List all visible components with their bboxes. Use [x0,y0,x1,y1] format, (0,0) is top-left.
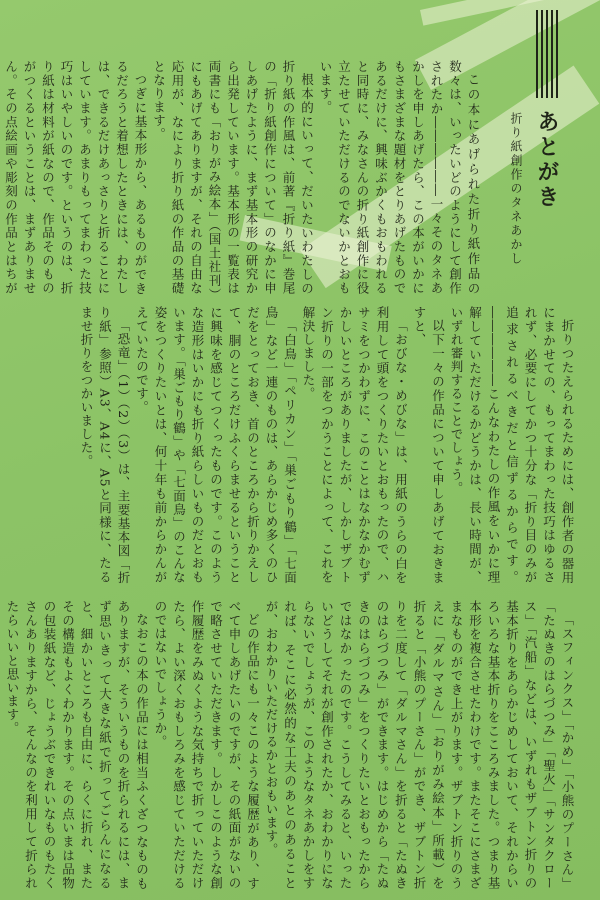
paragraph: 「スフィンクス」「かめ」「小熊のプーさん」「たぬきのはらづつみ」「聖火」「サンタクロース」「汽船」などは、いずれもザブトン折りの基本折りをあらかじめしておいて、それからいろいろな基本折りをこころみました。つまり基本形を複合させたわけです。またそこにさまざまなものができ上がります。ザブトン折りのうえに「ダルマさん」「おりがみ絵本」所載）を折ると「小熊のプーさん」ができ、ザブトン折りを二度して「ダルマさん」を折ると「たぬきのはらづつみ」ができます。はじめから「たぬきのはらづつみ」をつくりたいとおもったからではなかったのです。こうしてみると、いったいどうしてそれが創作されたか、おわかりにならないでしょうが、このようなタネあかしをすれば、そこに必然的な工夫のあとのあることが、おわかりいただけるかとおもいます。 [264,600,575,890]
text-block-bottom [5,600,576,890]
text-block-middle [20,306,576,584]
text-block-top [3,60,482,295]
paragraph: 折りつたえられるためには、創作者の器用にまかせての、もってまわった技巧はゆるされず、必要にしてかつ十分な「折り目のみが追求されるべきだと信ずるからです。――――――こんなわたしの作風をいかに理解していただけるかどうかは、長い時間が、いずれ審判することでしょう。 [449,306,575,584]
page-title: あとがき [534,110,560,210]
paragraph: この本にあげられた折り紙作品の数々は、いったいどのようにして創作されたか――――――一々そのタネあかしを申しあげたら、この本がいかにもさまざまな題材をとりあげたものであるだけに、興味ぶかくもおもわれると同時に、みなさんの折り紙創作に役立たせていただけるのでないかとおもいます。 [318,60,481,295]
paragraph: 「おびな・めびな」は、用紙のうらの白を利用して頭をつくりたいとおもったので、ハサミをつかわずに、このことはなかなかむずかしいところがありましたが、しかしザブトン折りの一部をつかうことによって、これを解決しました。 [301,306,409,584]
paragraph: なおこの本の作品には相当ふくざつなものもありますが、そういうものを折られるには、まず思いきって大きな紙で折ってごらんになると、細かいところも自由に、らくに折れ、またその構造もよくわかります。その点いまは品物の包装紙など、じょうぶできれいなものもたくさんありますから、そんなのを利用して折られたらいいと思います。 [5,600,150,890]
paragraph: つぎに基本形から、あるものができるだろうと着想したときには、わたしは、できるだけあっさりと折ることにしています。あまりもってまわった技巧はいやしいのです。というのは、折り紙は材料が紙なので、作品そのものがつくるということは、まずありません。その点絵画や彫刻の作品とはちが [3,60,148,295]
paragraph: 根本的にいって、だいたいわたしの折り紙の作風は、前著『折り紙』巻尾の「折り紙創作について」のなかに申しあげたように、まず基本形の研究から出発しています。基本形の一覧表は両書にも「おりがみ絵本」（国土社刊）にもあげてありますが、それの自由な応用が、なにより折り紙の作品の基礎となります。 [151,60,315,295]
paragraph: 「恐竜」（1）（2）（3）は、主要基本図「折り紙」参照）A3、A4に、A5と同様に、たるませ折りをつかいました。 [79,306,131,584]
title-bar-ornament [536,10,558,98]
paragraph: 以下一々の作品について申しあげておきますと、 [412,306,446,584]
page-subtitle: 折り紙創作のタネあかし [509,112,523,266]
paragraph: 「白鳥」「ペリカン」「巣ごもり鶴」「七面鳥」など一連のものは、あらかじめ多くのひだをとっておき、首のところから折りかえして、胴のところだけふくらませるということに興味を感じてつくったものです。このような造形はいかにも折り紙らしいものだとおもいます。「巣ごもり鶴」や「七面鳥」のこんな姿をつくりたいとは、何十年も前からかんがえていたのです。 [134,306,298,584]
paragraph: どの作品にも一々このような履歴があり、すべて申しあげたいのですが、その紙面がないので略させていただきます。しかしこのような創作履歴をみぬくような気持ちで折っていただけたら、よい深くおもしろみを感じていただけるのではないでしょうか。 [153,600,261,890]
